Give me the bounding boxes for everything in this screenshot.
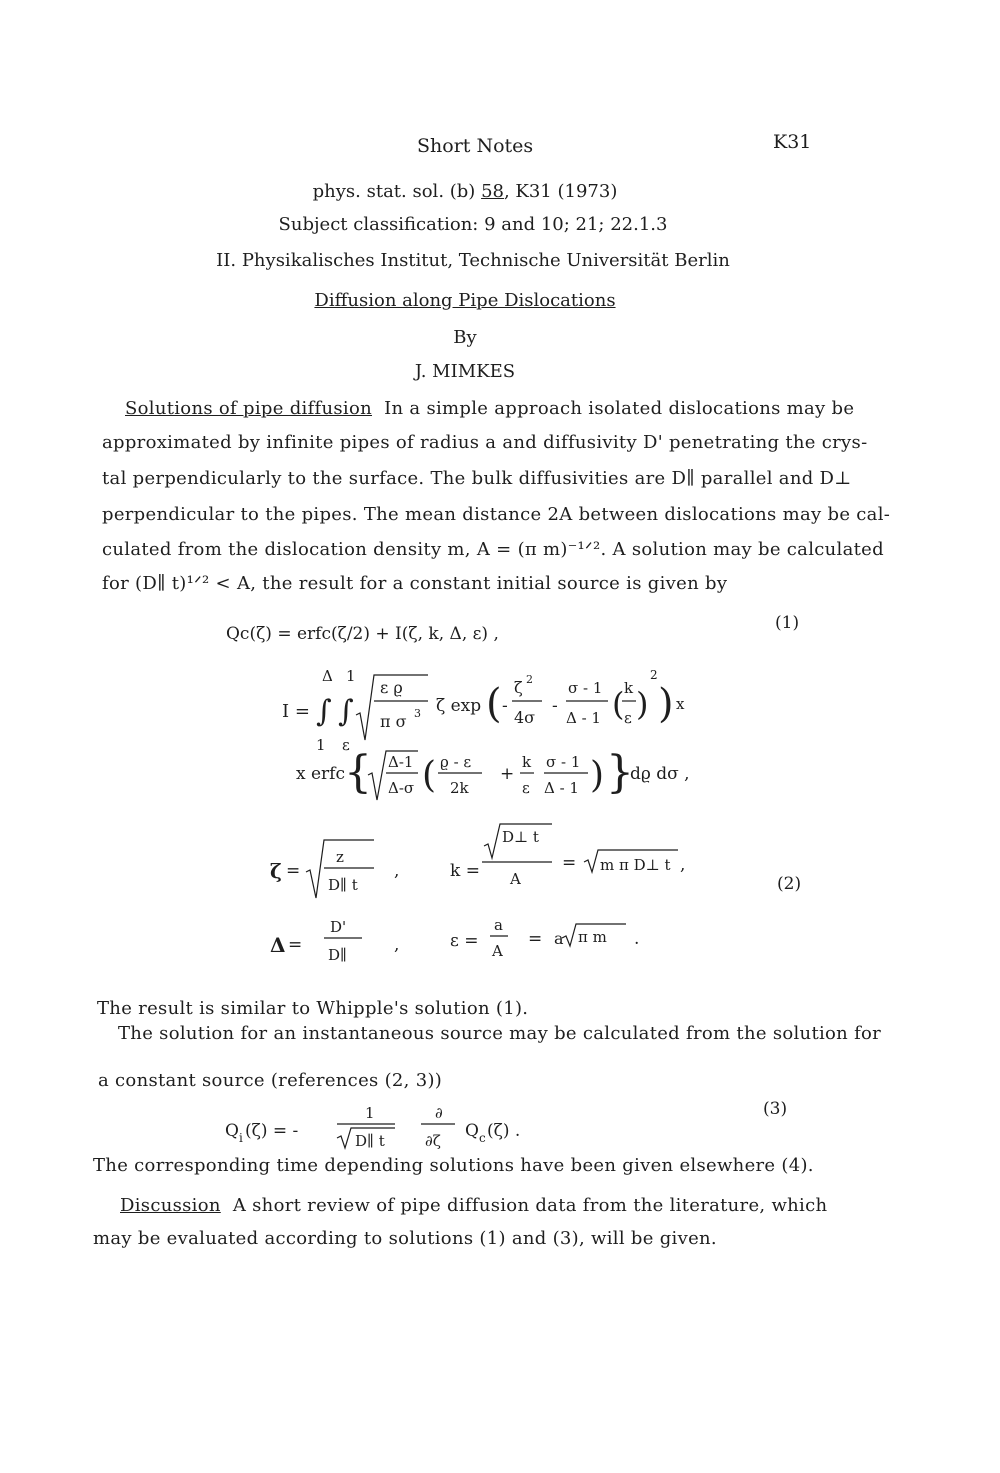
equation-1-label: (1) (775, 613, 800, 633)
running-title: Short Notes (417, 135, 534, 157)
section1-line-1-text: In a simple approach isolated dislocations may be (384, 398, 855, 419)
svg-text:ε: ε (522, 779, 530, 797)
equation-3 (225, 1100, 565, 1160)
svg-text:σ - 1: σ - 1 (546, 753, 581, 771)
svg-text:ε =: ε = (450, 931, 479, 951)
svg-text:,: , (680, 855, 686, 875)
author: J. MIMKES (414, 361, 516, 382)
svg-text:z: z (336, 848, 344, 866)
section1-line-2: approximated by infinite pipes of radius a and diffusivity D' penetrating the crys- (102, 432, 868, 453)
svg-text:2: 2 (526, 673, 533, 686)
svg-text:∫: ∫ (338, 694, 354, 729)
citation-pages: , K31 (1973) (503, 181, 618, 202)
svg-text:.: . (634, 929, 640, 949)
svg-text:-: - (502, 696, 508, 716)
svg-text:I =: I = (282, 701, 310, 722)
svg-text:ζ: ζ (270, 859, 282, 883)
svg-text:): ) (658, 681, 674, 727)
discussion-line-1-text: A short review of pipe diffusion data from the literature, which (232, 1195, 828, 1216)
svg-text:{: { (344, 747, 372, 798)
section1-line-1 (125, 398, 854, 419)
discussion-heading: Discussion (120, 1195, 221, 1216)
svg-text:1: 1 (316, 736, 326, 754)
equation-1-main: Qc(ζ) = erfc(ζ/2) + I(ζ, k, Δ, ε) , (226, 624, 499, 644)
svg-text:ζ: ζ (514, 678, 523, 697)
svg-text:D∥: D∥ (328, 946, 347, 964)
svg-text:(: ( (612, 685, 625, 723)
svg-text:π m: π m (578, 928, 607, 946)
equation-2-label: (2) (777, 874, 802, 894)
svg-text:A: A (510, 870, 521, 888)
paper-title (0, 290, 930, 311)
discussion-line-1 (120, 1195, 827, 1216)
svg-text:1: 1 (365, 1104, 375, 1122)
after-eq2-line-1: The result is similar to Whipple's solution (1). (97, 998, 529, 1019)
svg-text:ε: ε (624, 709, 632, 727)
section1-heading: Solutions of pipe diffusion (125, 398, 373, 419)
equation-1-erfc (290, 745, 730, 825)
svg-text:3: 3 (414, 707, 421, 720)
svg-text:,: , (394, 935, 400, 955)
svg-text:2: 2 (650, 668, 658, 682)
svg-text:D∥ t: D∥ t (328, 876, 358, 894)
svg-text:σ - 1: σ - 1 (568, 679, 603, 697)
svg-text:x erfc: x erfc (296, 764, 345, 784)
svg-text:∂: ∂ (435, 1104, 443, 1122)
discussion-line-2: may be evaluated according to solutions (1) and (3), will be given. (93, 1228, 717, 1249)
svg-text:a: a (554, 929, 564, 948)
svg-text:=: = (286, 861, 301, 881)
svg-text:(ζ) = -: (ζ) = - (245, 1121, 299, 1141)
svg-text:Δ: Δ (322, 667, 333, 685)
svg-text:Q: Q (465, 1121, 479, 1141)
svg-text:∫: ∫ (316, 694, 332, 729)
citation-volume: 58 (481, 181, 504, 202)
svg-text:c: c (479, 1131, 486, 1145)
svg-text:=: = (562, 853, 577, 873)
svg-text:-: - (552, 696, 558, 716)
svg-text:D∥ t: D∥ t (355, 1132, 385, 1150)
svg-text:}: } (606, 747, 634, 798)
svg-text:∂ζ: ∂ζ (425, 1132, 441, 1150)
svg-text:ϱ - ε: ϱ - ε (440, 753, 472, 771)
equation-2-block (270, 820, 730, 970)
after-eq2-line-2: The solution for an instantaneous source may be calculated from the solution for (118, 1023, 882, 1044)
after-eq2-line-3: a constant source (references (2, 3)) (98, 1070, 443, 1091)
paper-title-text: Diffusion along Pipe Dislocations (314, 290, 616, 311)
svg-text:Δ: Δ (270, 933, 286, 957)
svg-text:Q: Q (225, 1121, 239, 1141)
section1-line-4: perpendicular to the pipes. The mean distance 2A between dislocations may be cal- (102, 504, 891, 525)
svg-text:i: i (239, 1131, 243, 1145)
svg-text:m π D⊥ t: m π D⊥ t (600, 856, 671, 874)
subject-classification: Subject classification: 9 and 10; 21; 22.1.3 (278, 214, 668, 235)
svg-text:Δ-σ: Δ-σ (388, 779, 415, 797)
svg-text:(: ( (422, 755, 437, 796)
equation-3-label: (3) (763, 1099, 788, 1119)
svg-text:k: k (624, 679, 634, 697)
svg-text:ζ exp: ζ exp (436, 696, 482, 716)
svg-text:=: = (288, 935, 303, 955)
page-number: K31 (773, 131, 812, 153)
svg-text:k: k (522, 753, 532, 771)
svg-text:k =: k = (450, 861, 480, 881)
svg-text:2k: 2k (450, 779, 469, 797)
svg-text:π σ: π σ (380, 712, 407, 731)
svg-text:dϱ dσ ,: dϱ dσ , (630, 764, 690, 784)
svg-text:,: , (394, 861, 400, 881)
svg-text:D': D' (330, 918, 347, 936)
svg-text:Δ - 1: Δ - 1 (566, 709, 601, 727)
svg-text:A: A (492, 942, 503, 960)
svg-text:x: x (676, 695, 685, 713)
section1-line-6: for (D∥ t)¹ᐟ² < A, the result for a constant initial source is given by (102, 573, 728, 594)
svg-text:+: + (500, 764, 515, 784)
svg-text:a: a (494, 916, 503, 934)
svg-text:Δ - 1: Δ - 1 (544, 779, 579, 797)
svg-text:Δ-1: Δ-1 (388, 753, 414, 771)
svg-text:): ) (590, 755, 605, 796)
svg-text:D⊥ t: D⊥ t (502, 828, 539, 846)
by-line: By (453, 327, 477, 348)
section1-line-5: culated from the dislocation density m, A = (π m)⁻¹ᐟ². A solution may be calculated (102, 539, 884, 560)
svg-text:1: 1 (346, 667, 356, 685)
svg-text:4σ: 4σ (514, 708, 536, 727)
svg-text:ε: ε (342, 736, 350, 754)
citation-journal: phys. stat. sol. (b) (312, 181, 476, 202)
svg-text:ε ϱ: ε ϱ (380, 678, 403, 697)
svg-text:): ) (636, 685, 649, 723)
after-eq3: The corresponding time depending solutions have been given elsewhere (4). (93, 1155, 814, 1176)
citation (0, 181, 930, 202)
section1-line-3: tal perpendicularly to the surface. The bulk diffusivities are D∥ parallel and D⊥ (102, 468, 852, 489)
institution: II. Physikalisches Institut, Technische Universität Berlin (216, 250, 730, 271)
svg-text:(ζ) .: (ζ) . (487, 1121, 521, 1141)
svg-text:(: ( (486, 681, 502, 727)
svg-text:=: = (528, 929, 543, 949)
